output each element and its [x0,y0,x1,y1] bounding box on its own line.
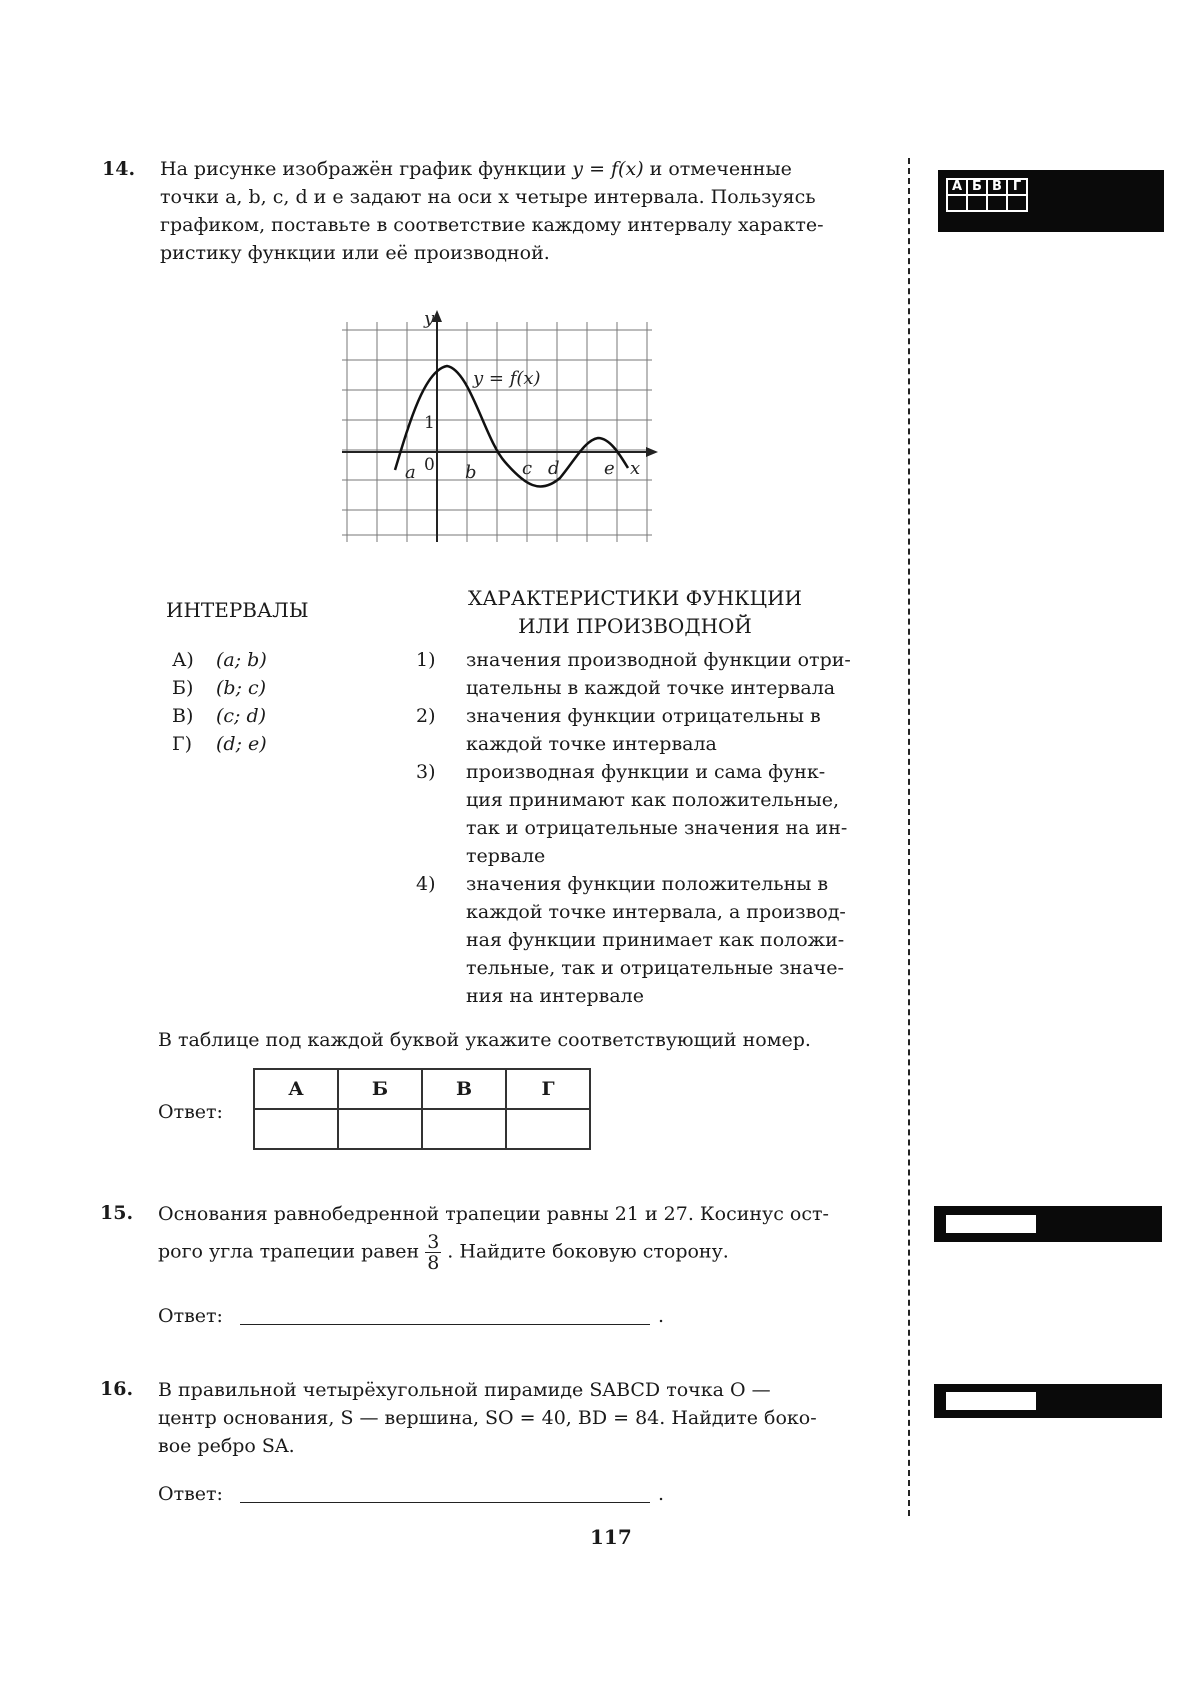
mini-cell: Б [967,179,987,195]
characteristic-number: 3) [416,761,436,783]
answer-cell[interactable] [422,1109,506,1149]
characteristic-item-3: производная функции и сама функ- ция принимают как положительные, так и отрицательные значения на ин- тервале [466,761,848,867]
function-label: y = f(x) [473,368,541,389]
mini-cell: А [947,179,967,195]
answer-table-header: А [254,1069,338,1109]
mini-cell[interactable] [947,195,967,211]
q14-text-line2: точки a, b, c, d и e задают на оси x четыре интервала. Пользуясь [160,186,816,208]
characteristic-number: 2) [416,705,436,727]
q16-text-line2: центр основания, S — вершина, SO = 40, BD = 84. Найдите боко- [158,1407,817,1429]
q15-answer-label: Ответ: [158,1305,223,1327]
q15-text-line2: рого угла трапеции равен $\frac{3}{8}$ . Найдите боковую сторону. [158,1231,729,1274]
q15-fraction: $\frac{3}{8}$ [427,1231,440,1274]
answer-table-header: Г [506,1069,590,1109]
point-e-label: e [604,458,615,479]
q16-answer-field[interactable] [240,1478,650,1503]
graph-grid [342,322,652,542]
intervals-title: ИНТЕРВАЛЫ [166,598,309,622]
point-c-label: c [522,458,533,479]
q14-answer-table [253,1068,591,1150]
q14-side-mini-table [946,178,1028,212]
page-number: 117 [590,1525,632,1549]
mini-cell: В [987,179,1007,195]
mini-cell: Г [1007,179,1027,195]
x-axis-label: x [630,458,641,479]
characteristic-number: 1) [416,649,436,671]
q16-side-answer-slot[interactable] [946,1392,1036,1410]
characteristics-title-line2: ИЛИ ПРОИЗВОДНОЙ [518,614,752,638]
characteristic-number: 4) [416,873,436,895]
point-a-label: a [405,462,416,483]
interval-item: Б) (b; c) [172,677,267,699]
q15-text-line1: Основания равнобедренной трапеции равны 21 и 27. Косинус ост- [158,1203,829,1225]
point-b-label: b [465,462,477,483]
q15-answer-field[interactable] [240,1300,650,1325]
interval-item: А) (a; b) [172,649,267,671]
table-instruction: В таблице под каждой буквой укажите соответствующий номер. [158,1029,811,1051]
origin-label: 0 [424,455,435,475]
q14-answer-label: Ответ: [158,1101,223,1123]
point-d-label: d [548,458,560,479]
q15-side-answer-box[interactable] [934,1206,1162,1242]
q14-side-answer-box[interactable] [938,170,1164,232]
one-label: 1 [424,413,435,433]
mini-cell[interactable] [987,195,1007,211]
q16-text-line1: В правильной четырёхугольной пирамиде SABCD точка O — [158,1379,771,1401]
characteristic-item-1: значения производной функции отри- цательны в каждой точке интервала [466,649,851,699]
q16-text-line3: вое ребро SA. [158,1435,295,1457]
x-axis-arrow [646,447,658,457]
q16-number: 16. [100,1378,134,1400]
answer-table-header: В [422,1069,506,1109]
q14-text-line1: На рисунке изображён график функции y = f(x) и отмеченные [160,158,792,180]
q14-number: 14. [102,158,136,180]
q15-answer-end: . [658,1305,665,1327]
characteristic-item-2: значения функции отрицательны в каждой точке интервала [466,705,821,755]
characteristic-item-4: значения функции положительны в каждой точке интервала, а производ- ная функции принимает как положи- тельные, так и отрицательные значе- ния на интервале [466,873,846,1007]
function-graph [330,310,660,550]
mini-cell[interactable] [967,195,987,211]
q14-func: y = f(x) [572,158,644,180]
answer-table-header: Б [338,1069,422,1109]
q14-text-line3: графиком, поставьте в соответствие каждому интервалу характе- [160,214,824,236]
answer-cell[interactable] [506,1109,590,1149]
answer-cell[interactable] [338,1109,422,1149]
q16-answer-end: . [658,1483,665,1505]
y-axis-label: y [424,310,435,329]
q14-text-line4: ристику функции или её производной. [160,242,550,264]
mini-cell[interactable] [1007,195,1027,211]
answer-cell[interactable] [254,1109,338,1149]
q15-side-answer-slot[interactable] [946,1215,1036,1233]
cut-line [908,158,910,1516]
q15-number: 15. [100,1202,134,1224]
characteristics-title-line1: ХАРАКТЕРИСТИКИ ФУНКЦИИ [468,586,802,610]
interval-item: Г) (d; e) [172,733,267,755]
q16-side-answer-box[interactable] [934,1384,1162,1418]
q16-answer-label: Ответ: [158,1483,223,1505]
interval-item: В) (c; d) [172,705,267,727]
